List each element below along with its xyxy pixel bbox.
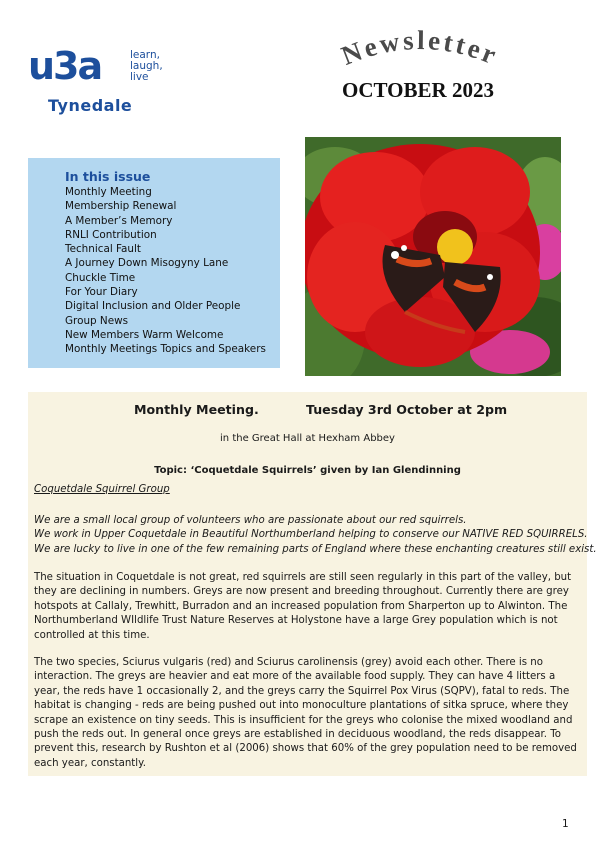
- monthly-meeting-article: [28, 392, 597, 776]
- toc-item: Monthly Meetings Topics and Speakers: [65, 343, 266, 356]
- table-of-contents: [28, 158, 280, 368]
- toc-list: [65, 185, 266, 357]
- toc-item: RNLI Contribution: [65, 228, 157, 241]
- meeting-date: Tuesday 3rd October at 2pm: [306, 402, 508, 417]
- group-intro: [34, 514, 597, 557]
- tagline-line: live: [130, 71, 149, 83]
- flower-butterfly-photo: [305, 137, 561, 376]
- toc-item: Group News: [65, 314, 129, 327]
- toc-item: Membership Renewal: [65, 200, 177, 213]
- meeting-label: Monthly Meeting.: [134, 402, 259, 417]
- intro-line: We are lucky to live in one of the few remaining parts of England where these enchanting creatures still exist.: [34, 543, 597, 555]
- u3a-logo: [28, 44, 178, 119]
- toc-item: A Journey Down Misogyny Lane: [65, 257, 229, 270]
- newsletter-title-text: Newsletter: [337, 26, 504, 71]
- article-paragraph: The two species, Sciurus vulgaris (red) and Sciurus carolinensis (grey) avoid each other. There is no interaction. The greys are heavier and eat more of the available food supply. They can have 4 litters a year, the reds have 1 occasionally 2, and the greys carry the Squirrel Pox Virus (SQPV), fatal to reds. The habitat is changing - reds are being pushed out into monoculture plantations of sitka spruce, where they scrape an existence on tiny seeds. This is insufficient for the greys who colonise the mixed woodland and push the reds out. In general once greys are established in deciduous woodland, the reds disappear. To prevent this, research by Rushton et al (2006) shows that 60% of the grey population need to be removed each year, constantly.: [34, 657, 577, 769]
- intro-line: We work in Upper Coquetdale in Beautiful Northumberland helping to conserve our NATIVE RED SQUIRRELS.: [34, 529, 588, 541]
- meeting-venue: in the Great Hall at Hexham Abbey: [220, 433, 395, 444]
- toc-item: New Members Warm Welcome: [65, 328, 224, 341]
- svg-text:Newsletter: [337, 26, 503, 71]
- page-number: 1: [562, 818, 569, 830]
- tagline-line: laugh,: [130, 60, 163, 72]
- toc-item: Monthly Meeting: [65, 186, 152, 198]
- flower-butterfly-image: [305, 137, 561, 376]
- toc-item: For Your Diary: [65, 286, 138, 299]
- tagline-line: learn,: [130, 49, 160, 61]
- toc-item: A Member’s Memory: [65, 214, 173, 227]
- logo-subtitle: Tynedale: [48, 96, 133, 115]
- group-title: Coquetdale Squirrel Group: [34, 484, 170, 495]
- article-paragraph: The situation in Coquetdale is not great, red squirrels are still seen regularly in this part of the valley, but they are declining in numbers. Greys are now present and breeding throughout. Currently there are grey hotspots at Callaly, Trewhitt, Burradon and an increased population from Sharperton up to Alwinton. The Northumberland WIldlife Trust Nature Reserves at Holystone have a large Grey population which is not controlled at this time.: [34, 572, 572, 641]
- toc-item: Technical Fault: [65, 243, 141, 256]
- logo-mark: u3a: [28, 44, 102, 88]
- logo-tagline: [130, 50, 180, 83]
- toc-heading: In this issue: [65, 169, 151, 184]
- toc-item: Digital Inclusion and Older People: [65, 300, 241, 313]
- meeting-topic: Topic: ‘Coquetdale Squirrels’ given by Ian Glendinning: [154, 465, 461, 476]
- toc-item: Chuckle Time: [65, 271, 136, 284]
- intro-line: We are a small local group of volunteers who are passionate about our red squirrels.: [34, 515, 467, 526]
- issue-month: OCTOBER 2023: [342, 78, 494, 102]
